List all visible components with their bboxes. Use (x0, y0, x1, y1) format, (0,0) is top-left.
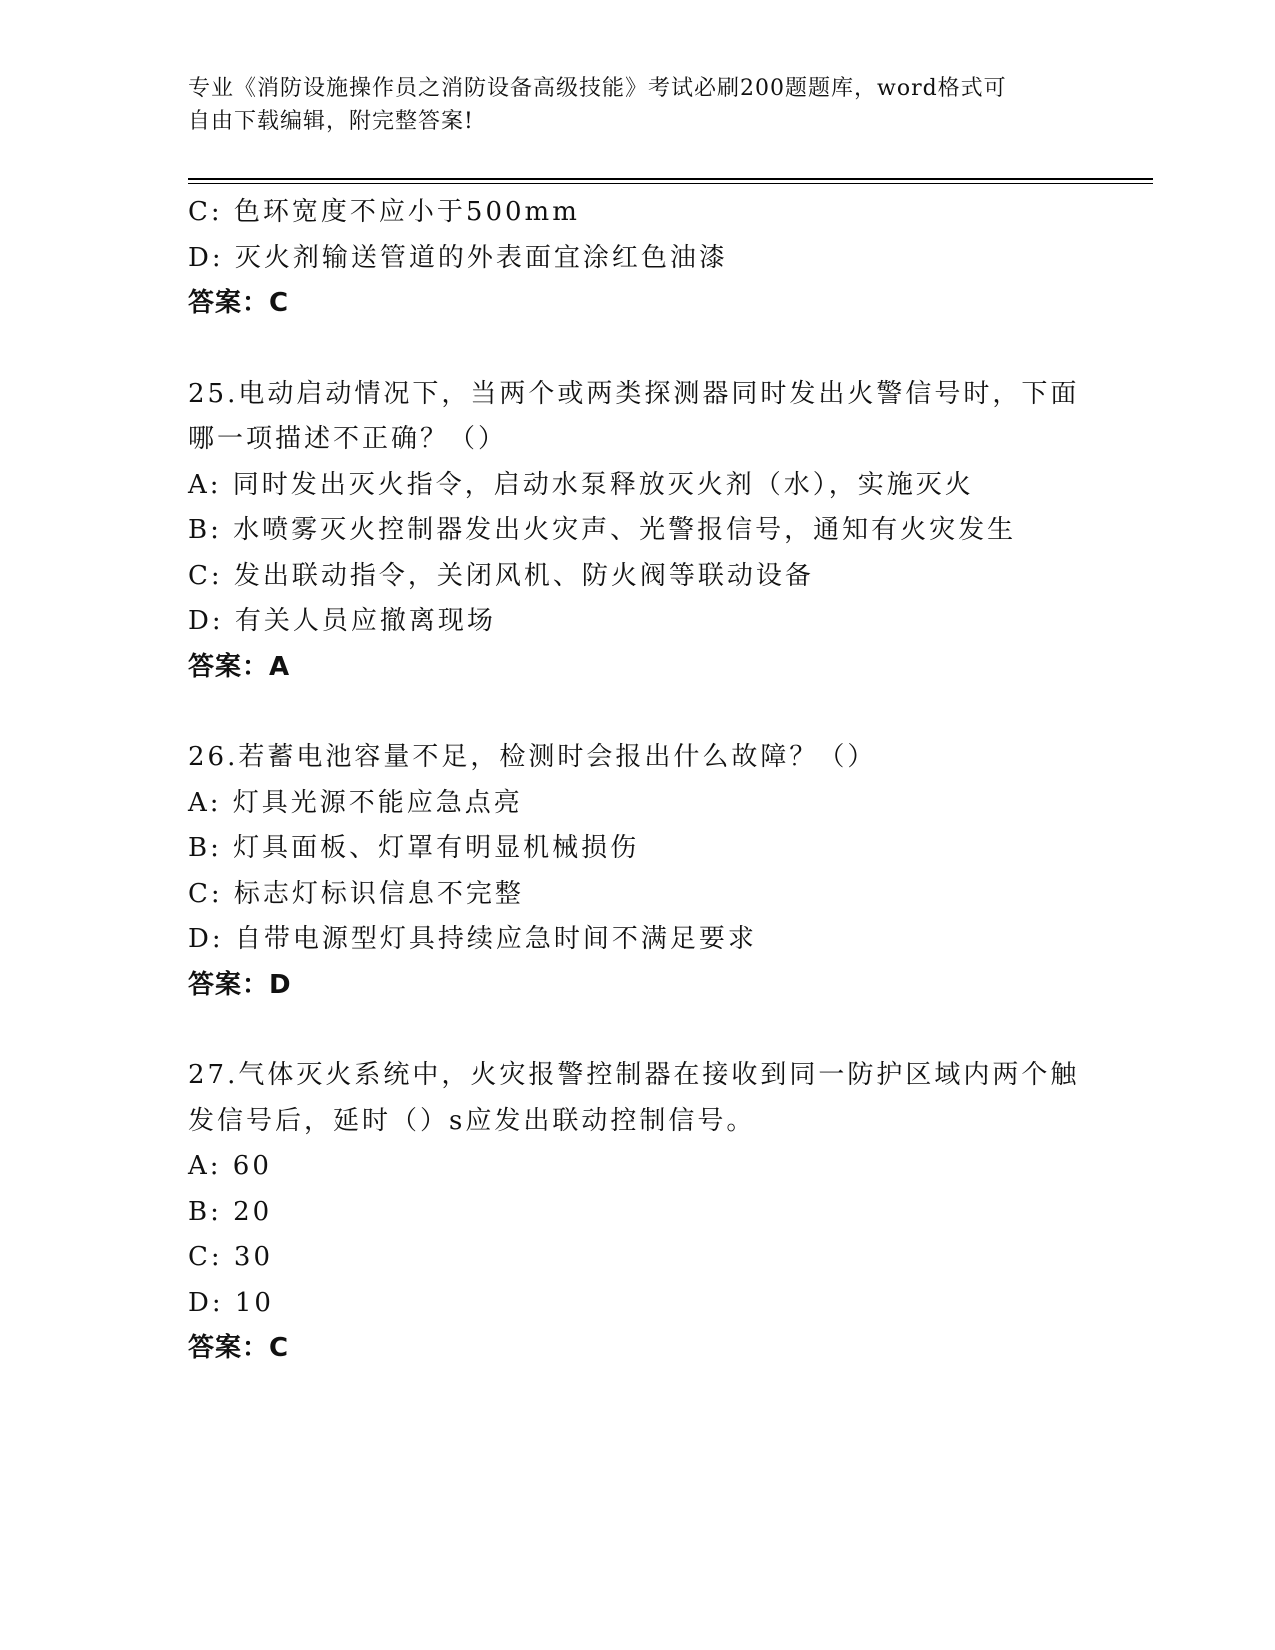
option-c: C: 30 (188, 1242, 274, 1272)
answer-label: 答案：D (188, 969, 292, 1000)
option-d: D: 10 (188, 1287, 274, 1318)
question-stem-continued: 发信号后，延时（）s应发出联动控制信号。 (188, 1105, 756, 1136)
option-a: A: 60 (188, 1151, 272, 1181)
question-stem: 27.气体灭火系统中，火灾报警控制器在接收到同一防护区域内两个触 (188, 1060, 1080, 1090)
option-d: D: 有关人员应撤离现场 (188, 606, 496, 636)
question-stem: 25.电动启动情况下，当两个或两类探测器同时发出火警信号时，下面 (188, 378, 1080, 409)
question-24-tail (188, 190, 1088, 327)
header-divider-thin (188, 183, 1153, 184)
option-d: D: 自带电源型灯具持续应急时间不满足要求 (188, 924, 757, 954)
question-27 (188, 1053, 1088, 1372)
spacer (188, 327, 1088, 372)
question-stem: 26.若蓄电池容量不足，检测时会报出什么故障？（） (188, 742, 877, 772)
option-c: C: 发出联动指令，关闭风机、防火阀等联动设备 (188, 560, 814, 591)
option-b: B: 水喷雾灭火控制器发出火灾声、光警报信号，通知有火灾发生 (188, 515, 1017, 545)
question-26 (188, 735, 1088, 1008)
option-c: C: 色环宽度不应小于500mm (188, 197, 580, 227)
spacer (188, 690, 1088, 735)
question-25 (188, 372, 1088, 691)
answer-label: 答案：C (188, 288, 290, 318)
question-stem-continued: 哪一项描述不正确？（） (188, 424, 508, 454)
header-divider-thick (188, 178, 1153, 180)
answer-label: 答案：A (188, 651, 291, 682)
option-d: D: 灭火剂输送管道的外表面宜涂红色油漆 (188, 242, 728, 273)
option-c: C: 标志灯标识信息不完整 (188, 878, 524, 909)
question-list (188, 190, 1088, 1372)
option-a: A: 同时发出灭火指令，启动水泵释放灭火剂（水），实施灭火 (188, 469, 974, 500)
option-b: B: 20 (188, 1196, 273, 1227)
option-a: A: 灯具光源不能应急点亮 (188, 787, 523, 818)
header-line-2: 自由下载编辑，附完整答案! (188, 109, 474, 134)
option-b: B: 灯具面板、灯罩有明显机械损伤 (188, 833, 640, 863)
answer-label: 答案：C (188, 1333, 290, 1363)
spacer (188, 1008, 1088, 1053)
header-line-1: 专业《消防设施操作员之消防设备高级技能》考试必刷200题题库，word格式可 (188, 76, 1007, 101)
document-header (188, 72, 1088, 138)
